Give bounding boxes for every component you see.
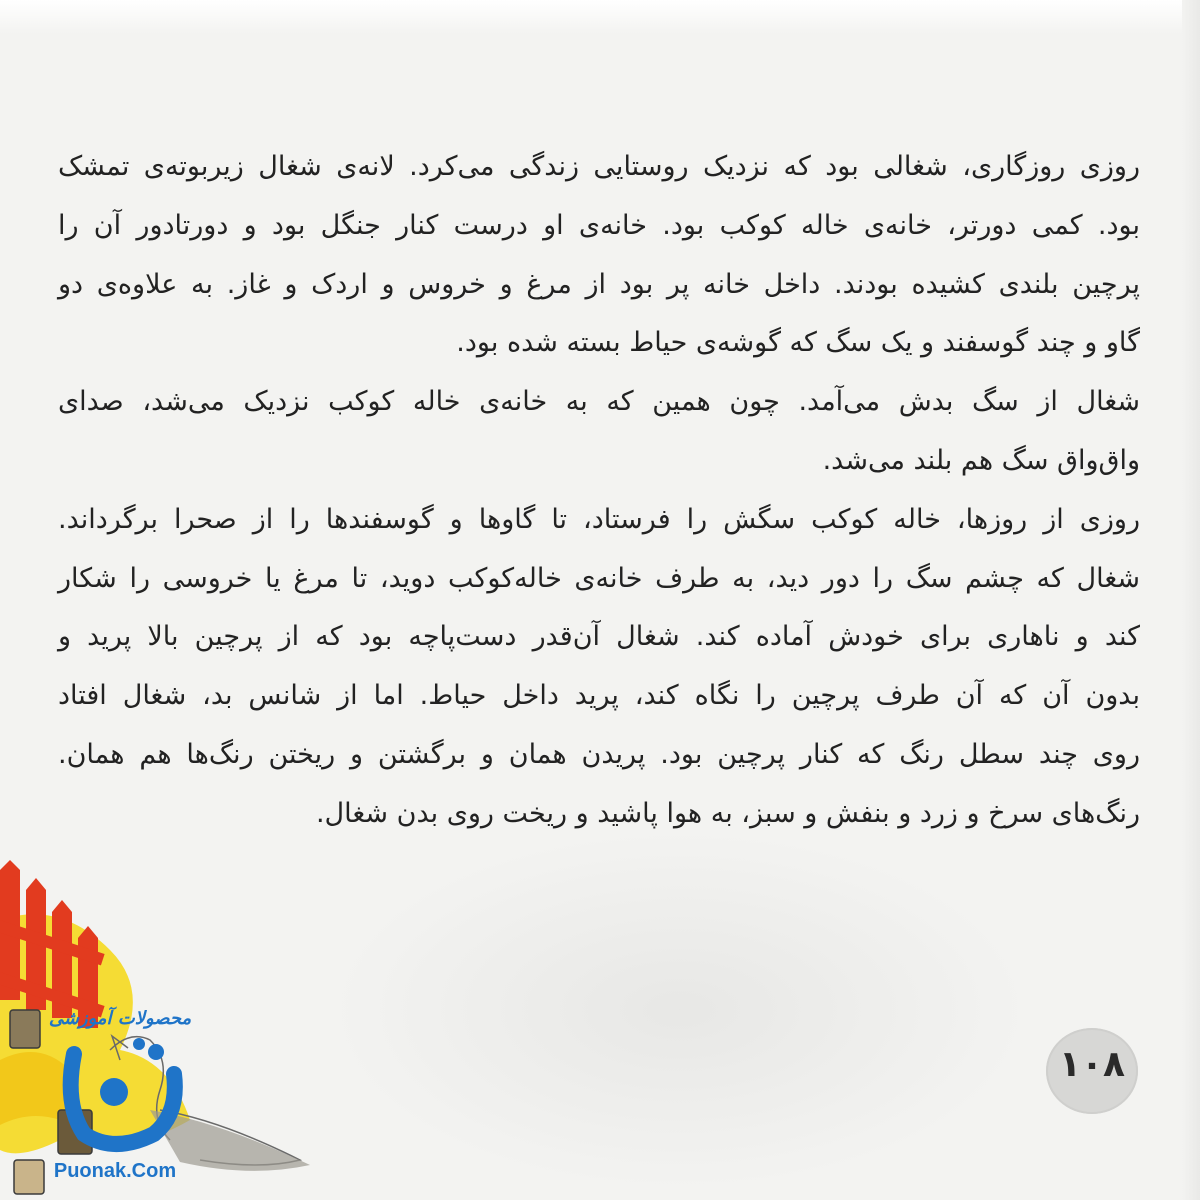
page-number: ۱۰۸: [1059, 1044, 1125, 1085]
story-text: [58, 138, 1140, 844]
watermark-logo: [30, 1008, 220, 1188]
story-line: شغال از سگ بدش می‌آمد. چون همین که به خانه‌ی خاله کوکب نزدیک می‌شد، صدای: [58, 386, 1140, 418]
story-line: پرچین بلندی کشیده بودند. داخل خانه پر بود از مرغ و خروس و اردک و غاز. به علاوه‌ی دو: [58, 268, 1140, 300]
story-line: بود. کمی دورتر، خانه‌ی خاله کوکب بود. خانه‌ی او درست کنار جنگل بود و دورتادور آن را: [58, 209, 1140, 241]
story-line: روی چند سطل رنگ که کنار پرچین بود. پریدن همان و برگشتن و ریختن رنگ‌ها هم همان.: [58, 738, 1140, 770]
story-line: رنگ‌های سرخ و زرد و بنفش و سبز، به هوا پاشید و ریخت روی بدن شغال.: [315, 797, 1140, 829]
page-top-edge: [0, 0, 1200, 34]
story-line: بدون آن که آن طرف پرچین را نگاه کند، پرید داخل حیاط. اما از شانس بد، شغال افتاد: [58, 680, 1140, 712]
watermark-title: محصولات آموزشی: [48, 1008, 192, 1029]
page-number-badge: [1046, 1028, 1138, 1114]
story-line: روزی روزگاری، شغالی بود که نزدیک روستایی زندگی می‌کرد. لانه‌ی شغال زیربوته‌ی تمشک: [58, 151, 1140, 182]
story-line: واق‌واق سگ هم بلند می‌شد.: [822, 444, 1140, 476]
watermark-site: Puonak.Com: [53, 1160, 177, 1182]
page-right-edge: [1182, 0, 1200, 1200]
story-line: گاو و چند گوسفند و یک سگ که گوشه‌ی حیاط بسته شده بود.: [456, 327, 1140, 359]
story-line: روزی از روزها، خاله کوکب سگش را فرستاد، تا گاوها و گوسفندها را از صحرا برگرداند.: [58, 503, 1140, 535]
story-line: شغال که چشم سگ را دور دید، به طرف خانه‌ی خاله‌کوکب دوید، تا مرغ یا خروسی را شکار: [58, 562, 1140, 594]
story-line: کند و ناهاری برای خودش آماده کند. شغال آن‌قدر دست‌پاچه بود که از پرچین بالا پرید و: [58, 621, 1140, 653]
faded-background-illustration: [330, 830, 1030, 1190]
puonak-logo-icon: [44, 1034, 194, 1159]
